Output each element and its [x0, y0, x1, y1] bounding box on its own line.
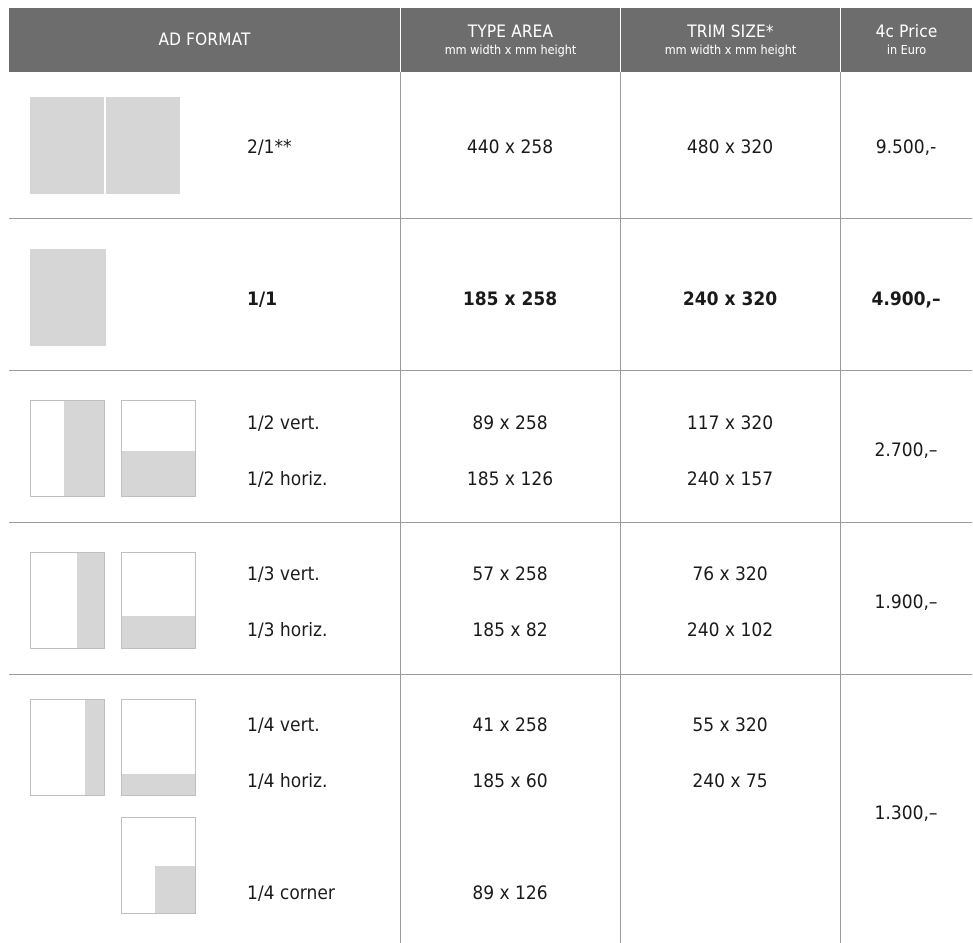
third-horizontal-thumbnail — [121, 552, 196, 649]
format-label: 1/4 corner — [247, 882, 335, 904]
type-area-value: 185 x 258 — [462, 288, 558, 310]
table-row — [9, 523, 972, 674]
header-type-area-label: TYPE AREA — [467, 22, 554, 42]
format-label: 1/3 horiz. — [247, 619, 328, 641]
trim-size-value: 480 x 320 — [686, 136, 774, 158]
trim-size-value: 76 x 320 — [692, 563, 768, 585]
trim-size-value: 240 x 320 — [682, 288, 778, 310]
header-price-unit: in Euro — [886, 42, 927, 57]
format-label: 2/1** — [247, 136, 292, 158]
price-value: 9.500,- — [875, 136, 937, 158]
price-value: 4.900,– — [871, 288, 941, 310]
quarter-horizontal-thumbnail — [121, 699, 196, 796]
header-trim-size-label: TRIM SIZE* — [687, 22, 774, 42]
table-row — [9, 219, 972, 370]
trim-size-value: 240 x 102 — [686, 619, 774, 641]
spread-thumbnail — [30, 97, 180, 194]
half-horizontal-thumbnail — [121, 400, 196, 497]
ad-rates-table — [9, 8, 972, 935]
type-area-value: 185 x 126 — [466, 468, 554, 490]
trim-size-value: 117 x 320 — [686, 412, 774, 434]
type-area-value: 89 x 126 — [472, 882, 548, 904]
header-ad-format — [9, 8, 400, 72]
quarter-vertical-thumbnail — [30, 699, 105, 796]
header-price-label: 4c Price — [875, 22, 938, 42]
trim-size-value: 240 x 157 — [686, 468, 774, 490]
format-label: 1/2 vert. — [247, 412, 320, 434]
table-row — [9, 675, 972, 943]
format-label: 1/4 vert. — [247, 714, 320, 736]
type-area-value: 89 x 258 — [472, 412, 548, 434]
header-trim-size-unit: mm width x mm height — [664, 42, 797, 57]
full-page-thumbnail — [30, 249, 106, 346]
header-type-area-unit: mm width x mm height — [444, 42, 577, 57]
type-area-value: 185 x 60 — [472, 770, 548, 792]
type-area-value: 41 x 258 — [472, 714, 548, 736]
format-label: 1/3 vert. — [247, 563, 320, 585]
table-row — [9, 72, 972, 218]
type-area-value: 185 x 82 — [472, 619, 548, 641]
format-label: 1/1 — [247, 288, 278, 310]
type-area-value: 440 x 258 — [466, 136, 554, 158]
format-label: 1/4 horiz. — [247, 770, 328, 792]
header-type-area — [401, 8, 620, 72]
table-header — [9, 8, 972, 72]
type-area-value: 57 x 258 — [472, 563, 548, 585]
price-value: 1.300,– — [874, 802, 938, 824]
trim-size-value: 55 x 320 — [692, 714, 768, 736]
format-label: 1/2 horiz. — [247, 468, 328, 490]
table-row — [9, 371, 972, 522]
trim-size-value: 240 x 75 — [692, 770, 768, 792]
header-trim-size — [621, 8, 840, 72]
half-vertical-thumbnail — [30, 400, 105, 497]
quarter-corner-thumbnail — [121, 817, 196, 914]
third-vertical-thumbnail — [30, 552, 105, 649]
price-value: 2.700,– — [874, 439, 938, 461]
header-ad-format-label: AD FORMAT — [158, 30, 251, 50]
header-price — [841, 8, 972, 72]
price-value: 1.900,– — [874, 591, 938, 613]
